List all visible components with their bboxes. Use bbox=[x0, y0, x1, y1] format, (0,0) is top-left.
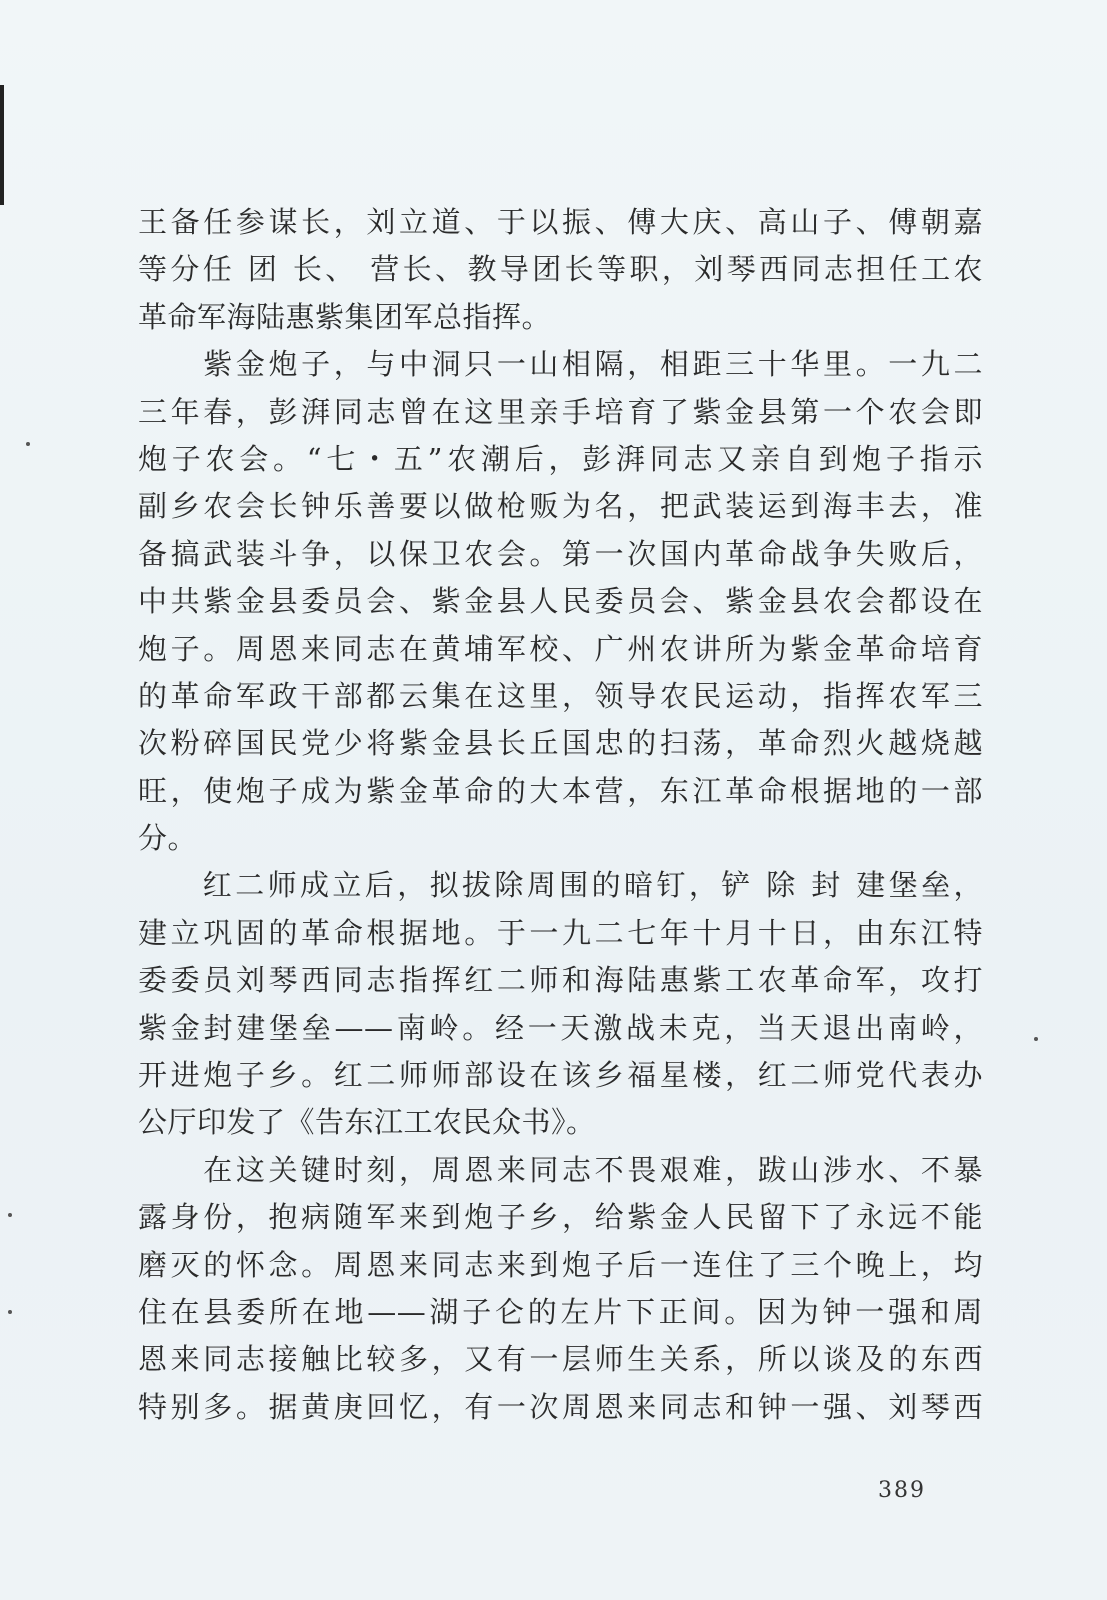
page-number: 389 bbox=[878, 1478, 926, 1503]
text-line: 建立巩固的革命根据地。于一九二七年十月十日，由东江特 bbox=[138, 915, 983, 950]
text-line: 革命军海陆惠紫集团军总指挥。 bbox=[138, 299, 552, 334]
text-line: 恩来同志接触比较多，又有一层师生关系，所以谈及的东西 bbox=[138, 1342, 983, 1377]
text-line: 的革命军政干部都云集在这里，领导农民运动，指挥农军三 bbox=[138, 678, 983, 713]
scan-speck bbox=[26, 442, 30, 446]
scan-speck bbox=[8, 1310, 12, 1314]
text-line: 红二师成立后，拟拔除周围的暗钉，铲 除 封 建堡垒， bbox=[138, 868, 983, 903]
scan-speck bbox=[1034, 1037, 1038, 1041]
text-line: 次粉碎国民党少将紫金县长丘国忠的扫荡，革命烈火越烧越 bbox=[138, 726, 983, 761]
text-line: 紫金封建堡垒——南岭。经一天激战未克，当天退出南岭， bbox=[138, 1010, 983, 1045]
text-line: 炮子。周恩来同志在黄埔军校、广州农讲所为紫金革命培育 bbox=[138, 631, 983, 666]
text-line: 炮子农会。“七・五”农潮后，彭湃同志又亲自到炮子指示 bbox=[138, 441, 983, 476]
text-line: 公厅印发了《告东江工农民众书》。 bbox=[138, 1105, 596, 1140]
text-line: 王备任参谋长，刘立道、于以振、傅大庆、高山子、傅朝嘉 bbox=[138, 205, 983, 239]
text-line: 中共紫金县委员会、紫金县人民委员会、紫金县农会都设在 bbox=[138, 584, 983, 619]
body-text bbox=[138, 199, 983, 1431]
text-line: 特别多。据黄庚回忆，有一次周恩来同志和钟一强、刘琴西 bbox=[138, 1389, 983, 1424]
text-line: 委委员刘琴西同志指挥红二师和海陆惠紫工农革命军，攻打 bbox=[138, 963, 983, 998]
text-line: 三年春，彭湃同志曾在这里亲手培育了紫金县第一个农会即 bbox=[138, 394, 983, 429]
text-line: 备搞武装斗争，以保卫农会。第一次国内革命战争失败后， bbox=[138, 536, 983, 571]
text-line: 分。 bbox=[138, 821, 198, 856]
binding-edge-mark bbox=[0, 85, 4, 205]
scan-speck bbox=[8, 1213, 12, 1217]
text-line: 露身份，抱病随军来到炮子乡，给紫金人民留下了永远不能 bbox=[138, 1200, 983, 1235]
text-line: 旺，使炮子成为紫金革命的大本营，东江革命根据地的一部 bbox=[138, 773, 983, 808]
text-line: 等分任 团 长、 营长、教导团长等职，刘琴西同志担任工农 bbox=[138, 252, 983, 287]
text-line: 住在县委所在地——湖子仑的左片下正间。因为钟一强和周 bbox=[138, 1294, 983, 1329]
text-line: 开进炮子乡。红二师师部设在该乡福星楼，红二师党代表办 bbox=[138, 1058, 983, 1093]
text-line: 在这关键时刻，周恩来同志不畏艰难，跋山涉水、不暴 bbox=[138, 1152, 983, 1187]
text-line: 磨灭的怀念。周恩来同志来到炮子后一连住了三个晚上，均 bbox=[138, 1247, 983, 1282]
text-line: 副乡农会长钟乐善要以做枪贩为名，把武装运到海丰去，准 bbox=[138, 489, 983, 524]
text-line: 紫金炮子，与中洞只一山相隔，相距三十华里。一九二 bbox=[138, 347, 983, 382]
